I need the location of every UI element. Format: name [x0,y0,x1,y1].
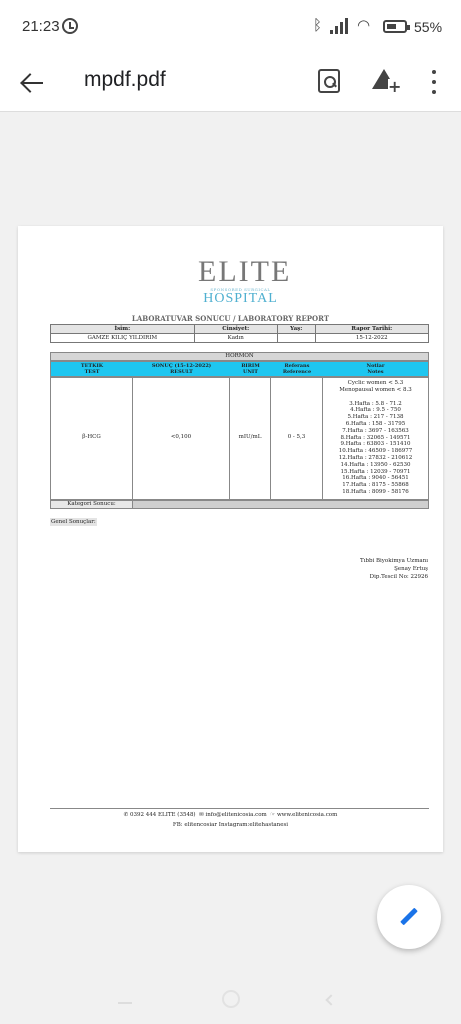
note-line: 14.Hafta : 13950 - 62530 [340,461,411,468]
results-column-header [50,361,429,377]
test-notes [323,380,428,496]
battery-percent: 55% [414,19,443,35]
logo-brand: ELITE [198,255,292,288]
hospital-logo [198,255,292,307]
email-icon: ✉ [199,812,204,818]
results-row [50,377,429,500]
alarm-icon [62,18,78,34]
footer-social: FB: elitencosiar Instagram:elitehastanesi [172,822,289,828]
bluetooth-icon: ᛒ [313,16,323,34]
section-header: HORMON [50,352,429,361]
pdf-page [18,226,443,852]
kategori-label: Kategori Sonucu: [51,501,133,508]
note-line: 16.Hafta : 9040 - 56451 [342,475,409,482]
pencil-edit-icon [400,908,418,926]
footer-divider [50,808,429,809]
search-document-icon[interactable] [318,69,340,93]
battery-icon [383,20,407,33]
status-bar [0,0,461,56]
drive-add-icon[interactable]: + [372,69,400,95]
logo-hospital: HOSPITAL [203,291,278,306]
signature-title: Tıbbi Biyokimya Uzmanı [360,558,428,564]
home-icon[interactable] [222,990,240,1008]
note-line: 10.Hafta : 46509 - 186977 [338,448,413,455]
footer-web: www.elitenicosia.com [276,812,338,818]
name-label: İsim: [51,325,195,334]
signal-icon [330,18,350,34]
footer-phone: 0392 444 ELITE (3548) [130,812,196,818]
note-line: 6.Hafta : 158 - 31795 [345,420,406,427]
note-line: Menopausal women < 8.3 [339,386,412,393]
col-test: TETKIK TEST [80,363,104,375]
kategori-row [50,500,429,509]
age-label: Yaş: [277,325,315,334]
system-nav-bar [0,990,461,1024]
patient-age [277,334,315,343]
col-notes: Notlar Notes [366,363,385,375]
status-time: 21:23 [22,18,60,35]
col-unit: BIRIM UNIT [241,363,260,375]
note-line: 7.Hafta : 3697 - 163563 [342,427,409,434]
back-arrow-icon[interactable] [18,68,48,98]
patient-info-table [50,324,429,343]
logo-subtitle: SPONSORED SURGICAL [210,287,271,292]
footer-email: info@elitenicosia.com [205,812,267,818]
note-line: 18.Hafta : 8099 - 58176 [342,488,409,495]
test-result: <0,100 [170,434,192,440]
col-reference: Referans Reference [282,363,312,375]
app-bar [0,56,461,112]
genel-sonuclar-label: Genel Sonuçlar: [51,519,96,525]
signature-block [318,557,428,581]
note-line: 5.Hafta : 217 - 7138 [347,414,404,421]
note-line: 8.Hafta : 32065 - 149571 [340,434,411,441]
signature-registry: Dip.Tescil No: 22926 [369,574,428,580]
patient-gender: Kadın [194,334,277,343]
footer-contact [18,812,443,818]
note-line: 17.Hafta : 8175 - 55868 [342,482,409,489]
col-result: SONUÇ (15-12-2022) RESULT [151,363,212,375]
note-line: 15.Hafta : 12039 - 70971 [340,468,411,475]
test-reference: 0 - 5,3 [287,434,306,440]
patient-name: GAMZE KILIÇ YILDIRIM [51,334,195,343]
test-unit: mIU/mL [238,434,262,440]
date-label: Rapor Tarihi: [315,325,428,334]
note-line: Cyclic women < 5.3 [347,380,404,386]
note-line: 4.Hafta : 9.5 - 750 [350,407,401,414]
report-title: LABORATUVAR SONUCU / LABORATORY REPORT [131,314,330,323]
document-title: mpdf.pdf [84,68,166,91]
nav-back-icon[interactable] [325,994,336,1005]
gender-label: Cinsiyet: [194,325,277,334]
signature-name: Şenay Ertuş [394,566,428,572]
note-line: 9.Hafta : 63803 - 151410 [340,441,411,448]
recent-apps-icon[interactable] [118,1002,132,1004]
edit-fab-button[interactable] [377,885,441,949]
phone-icon: ✆ [123,812,129,818]
wifi-icon: ◠ [357,16,371,34]
note-line: 3.Hafta : 5.8 - 71.2 [349,400,402,407]
note-line [323,394,428,401]
test-name: β-HCG [82,434,101,440]
more-vert-icon[interactable] [430,68,438,96]
web-icon: ☞ [270,812,276,818]
note-line: 12.Hafta : 27832 - 210612 [338,454,413,461]
report-date: 15-12-2022 [315,334,428,343]
